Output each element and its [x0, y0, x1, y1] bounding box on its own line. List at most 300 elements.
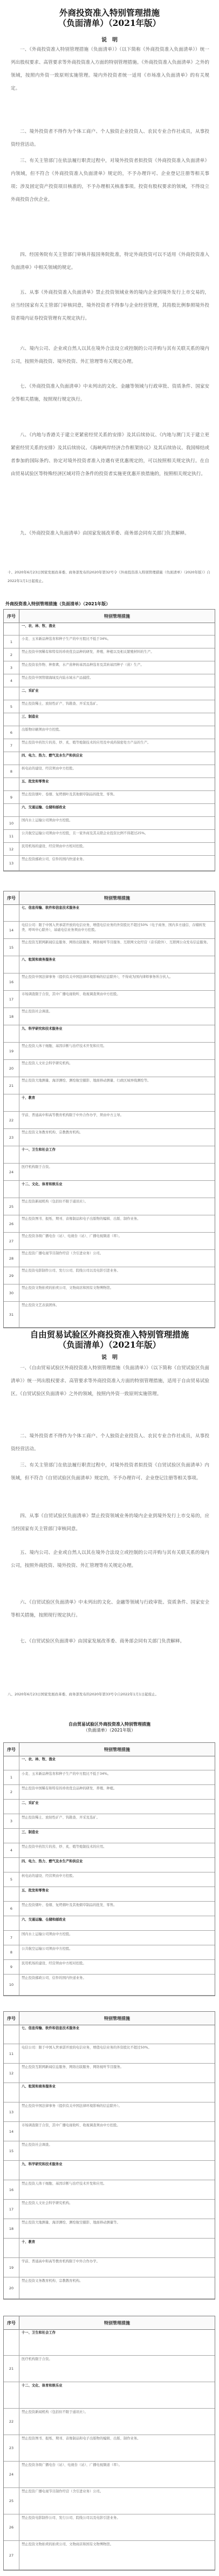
table-section-row — [4, 778, 215, 791]
measure-text: 禁止投资邮政公司、信件的国内快递业务。 — [22, 857, 86, 861]
measure-text: 禁止投资各级广播电台（站）、电视台（站）、广播电视频道（率）。 — [22, 2463, 122, 2467]
row-number: 3 — [4, 1814, 19, 1828]
row-number: 28 — [4, 1250, 19, 1267]
row-number: 14 — [4, 922, 19, 938]
row-number: 6 — [4, 726, 19, 739]
table-row — [4, 635, 215, 648]
table-row — [4, 1233, 215, 1250]
section-heading: 十二、文化、体育和娱乐业 — [22, 1182, 63, 1186]
row-number: 25 — [4, 1198, 19, 1215]
table-row — [4, 1008, 215, 1025]
row-number — [4, 2161, 19, 2180]
table-header-no: 序号 — [4, 610, 19, 623]
section-heading: 十二、文化、体育和娱乐业 — [22, 2384, 63, 2388]
table-row — [4, 1931, 215, 1945]
table-row — [4, 991, 215, 1008]
row-number: 13 — [4, 2102, 19, 2121]
row-number: 13 — [4, 856, 19, 870]
note-paragraph: 二、境外投资者不得作为个体工商户、个人独资企业投资人、农民专业合作社成员，从事投资经营活动。 — [11, 1434, 209, 1452]
row-number: 21 — [4, 2356, 19, 2382]
table-row — [4, 2200, 215, 2219]
row-number — [4, 2239, 19, 2257]
measure-text: 禁止投资图书、报纸、期刊、音像制品和电子出版物的编辑、出版、制作业务。 — [22, 2437, 141, 2440]
measure-text: 市场调查限于合资，其中广播电视收听、收视调查须由中方控股。 — [22, 2124, 120, 2127]
row-number — [4, 1800, 19, 1814]
section-heading: 十一、卫生和社会工作 — [22, 2331, 56, 2335]
table-header — [4, 2012, 215, 2025]
measure-text: 禁止投资社会调查。 — [22, 1010, 52, 1013]
measure-text: 禁止投资人文社会科学研究机构。 — [22, 1061, 73, 1065]
table-row — [4, 739, 215, 752]
row-number — [4, 1146, 19, 1163]
measure-text: 民用机场的建设、经营须由中方相对控股。 — [22, 1962, 86, 1965]
row-number: 2 — [4, 648, 19, 661]
table-section-row — [4, 1800, 215, 1814]
table-header-measure: 特别管理措施 — [104, 895, 130, 901]
measure-text: 禁止投资各级广播电台（站）、电视台（站）、广播电视频道（率）。 — [22, 1234, 122, 1238]
section-heading: 十、教育 — [22, 2240, 36, 2244]
measure-text: 禁止投资中国稀有和特有的珍贵优良品种的研发、养殖、种植以及相关繁殖材料的生产。 — [22, 650, 154, 654]
row-number: 23 — [4, 1129, 19, 1146]
measure-text: 禁止投资农作物、种畜禽、水产苗种转基因品种选育及其转基因种子（苗）生产。 — [22, 663, 144, 667]
row-number: 8 — [4, 765, 19, 777]
table-row — [4, 1843, 215, 1858]
table-row — [4, 1112, 215, 1129]
table-row — [4, 2356, 215, 2382]
table-row — [4, 1960, 215, 1975]
row-number: 26 — [4, 2514, 19, 2540]
measure-text: 禁止投资烟叶、卷烟、复烤烟叶及其他烟草制品的批发、零售。 — [22, 1903, 117, 1907]
note-paragraph: 五、境内公司、企业或自然人以其在境外合法设立或控制的公司并购与其有关联关系的境内公司，按照外商投资、境外投资、外汇管理等有关规定办理。 — [11, 1550, 209, 1568]
row-number: 11 — [4, 830, 19, 842]
table-row — [4, 1060, 215, 1077]
table-row — [4, 2219, 215, 2239]
section-heading: 三、制造业 — [22, 1830, 39, 1834]
table-section-row — [4, 2239, 215, 2258]
row-number — [4, 956, 19, 973]
doc2-measures-table-part3 — [3, 2316, 215, 2571]
row-number: 1 — [4, 1770, 19, 1784]
row-number: 1 — [4, 635, 19, 648]
measure-text: 电信公司：限于中国入世承诺开放的电信业务，增值电信业务的外资股比不超过50%。 — [22, 2046, 152, 2050]
section-heading: 一、农、林、牧、渔业 — [22, 624, 56, 628]
row-number — [4, 2329, 19, 2355]
table-section-row — [4, 904, 215, 922]
table-body — [4, 623, 215, 871]
table-section-row — [4, 623, 215, 635]
row-number: 7 — [4, 739, 19, 752]
table-row — [4, 1302, 215, 1328]
row-number — [4, 752, 19, 765]
measure-text: 禁止投资图书、报纸、期刊、音像制品和电子出版物的编辑、出版、制作业务。 — [22, 1217, 141, 1221]
table-row — [4, 1945, 215, 1960]
measure-text: 禁止投资义务教育机构、宗教教育机构。 — [22, 2279, 83, 2283]
row-number: 15 — [4, 939, 19, 956]
table-row — [4, 2409, 215, 2435]
measure-text: 电信公司：限于中国入世承诺开放的电信业务，增值电信业务的外资股比不超过50%（电子商务、国内多方通信、存储转发类、呼叫中心除外），基础电信业务须由中方控股。 — [22, 923, 206, 932]
row-number — [4, 1756, 19, 1770]
table-row — [4, 2541, 215, 2570]
table-section-row — [4, 1025, 215, 1043]
row-number: 9 — [4, 791, 19, 803]
table-row — [4, 1872, 215, 1887]
table-section-row — [4, 2329, 215, 2356]
measure-text: 禁止投资文物拍卖的拍卖公司、文物商店和国有文物博物馆。 — [22, 2543, 114, 2546]
measure-text: 公共航空运输公司须由中方控股。 — [22, 1947, 73, 1951]
row-number: 29 — [4, 1267, 19, 1284]
measure-text: 禁止投资文艺表演团体。 — [22, 1303, 59, 1307]
table-section-row — [4, 1094, 215, 1112]
table-header-measure: 特别管理措施 — [104, 2320, 130, 2325]
table-header-no: 序号 — [4, 2012, 19, 2025]
section-heading: 七、信息传输、软件和信息技术服务业 — [22, 906, 80, 910]
measure-text: 禁止投资中国法律事务（提供有关中国法律环境影响的信息除外），不得成为国内律师事务所合伙人。 — [22, 975, 173, 979]
table-body — [4, 1756, 215, 1996]
note-paragraph: 七、《外商投资准入负面清单》中未列出的文化、金融等领域与行政审批、资质条件、国家安全等相关措施，按照现行规定执行。 — [11, 384, 209, 402]
note-paragraph: 五、从事《外商投资准入负面清单》禁止投资领域业务的境内企业到境外发行上市交易的，应当经国家有关主管部门审核同意，境外投资者不得参与企业经营管理，其持股比例参照境外投资者境内证券投资管理有关规定执行。 — [11, 290, 209, 321]
measure-text: 民用机场的建设、经营须由中方相对控股。 — [22, 844, 86, 848]
measure-text: 禁止投资稀土、放射性矿产、钨勘查、开采及选矿。 — [22, 1816, 100, 1820]
table-section-row — [4, 1756, 215, 1770]
doc1-notes-heading: 说 明 — [101, 37, 118, 43]
table-row — [4, 648, 215, 661]
measure-text: 公共航空运输公司须由中方控股，且一家外商及其关联企业投资比例不得超过25%。 — [22, 831, 148, 835]
section-heading: 二、采矿业 — [22, 689, 39, 693]
measure-text: 禁止投资中国稀有和特有的珍贵优良品种的研发、养殖、种植。 — [22, 1787, 117, 1790]
measure-text: 国内水上运输公司须由中方控股。 — [22, 1932, 73, 1936]
section-heading: 八、租赁和商务服务业 — [22, 958, 56, 962]
doc2-table-caption — [0, 1721, 219, 1733]
row-number: 31 — [4, 1302, 19, 1327]
row-number: 27 — [4, 2541, 19, 2570]
doc1-table-caption: 外商投资准入特别管理措施（负面清单）（2021年版） — [5, 601, 111, 606]
section-heading: 八、租赁和商务服务业 — [22, 2085, 56, 2088]
measure-text: 国内水上运输公司须由中方控股。 — [22, 819, 73, 822]
table-section-row — [4, 1858, 215, 1872]
row-number: 24 — [4, 2462, 19, 2487]
doc2-measures-table-part2 — [3, 2011, 215, 2300]
table-header-no: 序号 — [4, 2316, 19, 2329]
table-header — [4, 891, 215, 905]
table-row — [4, 973, 215, 991]
table-header-measure: 特别管理措施 — [104, 613, 130, 619]
row-number: 11 — [4, 2044, 19, 2063]
table-section-row — [4, 1829, 215, 1843]
table-section-row — [4, 752, 215, 765]
measure-text: 禁止投资广播电视节目制作经营（含引进业务）公司。 — [22, 1252, 104, 1255]
measure-text: 禁止投资广播电视节目制作经营（含引进业务）公司。 — [22, 2490, 104, 2493]
row-number — [4, 1887, 19, 1901]
row-number: 5 — [4, 700, 19, 713]
table-row — [4, 856, 215, 871]
table-row — [4, 922, 215, 939]
table-row — [4, 2122, 215, 2141]
doc2-notes-heading: 说 明 — [101, 1355, 118, 1361]
table-row — [4, 661, 215, 674]
row-number — [4, 713, 19, 726]
table-section-row — [4, 2161, 215, 2180]
table-row — [4, 2258, 215, 2277]
table-row — [4, 1077, 215, 1094]
table-section-row — [4, 956, 215, 973]
doc1-measures-table-part2 — [3, 891, 215, 1328]
table-header-measure: 特别管理措施 — [104, 1747, 130, 1752]
row-number: 7 — [4, 1931, 19, 1945]
table-row — [4, 1043, 215, 1060]
table-body — [4, 2025, 215, 2299]
table-row — [4, 1975, 215, 1996]
row-number — [4, 2083, 19, 2102]
doc2-title-line2: （负面清单）（2021年版） — [58, 1340, 161, 1350]
table-row — [4, 939, 215, 956]
row-number — [4, 1181, 19, 1198]
row-number: 18 — [4, 2219, 19, 2238]
table-row — [4, 2488, 215, 2514]
table-row — [4, 817, 215, 830]
measure-text: 禁止投资人体干细胞、基因诊断与治疗技术开发和应用。 — [22, 1044, 107, 1048]
note-paragraph: 一、《外商投资准入特别管理措施（负面清单）》（以下简称《外商投资准入负面清单》）统一列出股权要求、高管要求等外商投资准入方面的特别管理措施。《外商投资准入负面清单》之外的领域，按照内外资一致原则实施管理。境内外投资者统一适用《市场准入负面清单》的有关规定。 — [11, 47, 209, 91]
row-number — [4, 687, 19, 700]
row-number — [4, 1858, 19, 1872]
table-header — [4, 1743, 215, 1756]
table-body — [4, 904, 215, 1328]
measure-text: 禁止投资文物拍卖的拍卖公司、文物商店和国有文物博物馆。 — [22, 1286, 114, 1290]
measure-text: 禁止投资电影制作公司、发行公司、院线公司以及电影引进业务。 — [22, 2516, 120, 2520]
measure-text: 核电站的建设、经营须由中方控股。 — [22, 767, 76, 770]
table-body — [4, 2329, 215, 2570]
note-paragraph: 一、《自由贸易试验区外商投资准入特别管理措施（负面清单）》（以下简称《自贸试验区负面清单》）统一列出股权要求、高管要求等外商投资准入方面的特别管理措施，适用于自由贸易试验区。《自贸试验区负面清单》之外的领域，按照内外资一致原则实施管理。 — [11, 1365, 209, 1397]
measure-text: 禁止投资大地测量、海洋测绘、测绘航空摄影、地面移动测量等。 — [22, 2221, 120, 2225]
row-number — [4, 904, 19, 921]
measure-text: 禁止投资新闻机构（包括但不限于通讯社）。 — [22, 1200, 88, 1204]
table-row — [4, 2141, 215, 2161]
table-row — [4, 2180, 215, 2200]
section-heading: 二、采矿业 — [22, 1801, 39, 1805]
row-number: 24 — [4, 1164, 19, 1180]
measure-text: 禁止投资中药饮片的蒸、炒、炙、煅等炮制技术的应用及中成药保密处方产品的生产。 — [22, 741, 151, 745]
table-section-row — [4, 2382, 215, 2409]
table-row — [4, 1250, 215, 1267]
measure-text: 学前、普通高中和高等教育机构限于中外合作办学，须由中方主导。 — [22, 1113, 124, 1117]
note-paragraph: 八、《内地与香港关于建立更紧密经贸关系的安排》及其后续协议、《内地与澳门关于建立更紧密经贸关系的安排》及其后续协议、《海峡两岸经济合作框架协议》及其后续协议、我国缔结或者参加的国际条约、协定对境外投资者准入待遇有更优惠规定的，可以按照相关规定执行。在自由贸易试验区等特殊经济区域对符合条件的投资者实施更优惠开放措施的，按照相关规定执行。 — [11, 432, 209, 477]
row-number: 21 — [4, 1077, 19, 1094]
measure-text: 医疗机构限于合资。 — [22, 1165, 52, 1169]
section-heading: 十、教育 — [22, 1096, 36, 1100]
measure-text: 学前、普通高中和高等教育机构限于中外合作办学。 — [22, 2260, 100, 2263]
doc2-title-line1: 自由贸易试验区外商投资准入特别管理措施 — [30, 1329, 189, 1340]
table-section-row — [4, 1887, 215, 1902]
row-number: 18 — [4, 1008, 19, 1025]
table-row — [4, 1814, 215, 1829]
row-number: 16 — [4, 973, 19, 990]
row-number: 2 — [4, 1785, 19, 1799]
row-number: 6 — [4, 1902, 19, 1916]
table-row — [4, 1267, 215, 1284]
row-number — [4, 1025, 19, 1042]
section-heading: 四、电力、热力、燃气及水生产和供应业 — [22, 1860, 83, 1863]
row-number: 22 — [4, 2409, 19, 2435]
section-heading: 四、电力、热力、燃气及水生产和供应业 — [22, 754, 83, 758]
measure-text: 小麦、玉米新品种选育和种子生产的中方股比不低于34%。 — [22, 1772, 111, 1776]
table-section-row — [4, 1916, 215, 1931]
row-number: 4 — [4, 674, 19, 687]
table-header — [4, 610, 215, 623]
table-section-row — [4, 1146, 215, 1164]
table-row — [4, 726, 215, 739]
table-row — [4, 2044, 215, 2064]
note-paragraph: 四、从事《自贸试验区负面清单》禁止投资领域业务的境内企业到境外发行上市交易的，应当经国家有关主管部门审核同意。 — [11, 1513, 209, 1532]
note-paragraph: 三、有关主管部门在依法履行职责过程中，对境外投资者拟投资《自贸试验区负面清单》内领域，但不符合《自贸试验区负面清单》规定的，不予办理许可、企业登记注册等相关事项。 — [11, 1463, 209, 1481]
doc1-measures-table-part1 — [3, 609, 215, 871]
row-number: 12 — [4, 843, 19, 855]
table-row — [4, 843, 215, 856]
row-number: 8 — [4, 1945, 19, 1959]
measure-text: 禁止投资社会调查。 — [22, 2143, 52, 2147]
row-number — [4, 2382, 19, 2408]
table-row — [4, 2514, 215, 2541]
table-row — [4, 1198, 215, 1215]
section-heading: 十一、卫生和社会工作 — [22, 1148, 56, 1152]
row-number: 30 — [4, 1284, 19, 1301]
note-paragraph: 四、经国务院有关主管部门审核并报国务院批准，特定外商投资可以不适用《外商投资准入负面清单》中相关领域的规定。 — [11, 252, 209, 271]
section-heading: 六、交通运输、仓储和邮政业 — [22, 806, 66, 809]
row-number: 27 — [4, 1233, 19, 1249]
table-row — [4, 2462, 215, 2488]
doc1-title-line2: （负面清单）（2021年版） — [58, 18, 161, 28]
section-heading: 五、批发和零售业 — [22, 780, 49, 783]
table-row — [4, 1284, 215, 1302]
doc1-title — [0, 8, 219, 28]
measure-text: 核电站的建设、经营须由中方控股。 — [22, 1874, 76, 1878]
table-header-no: 序号 — [4, 891, 19, 904]
table-section-row — [4, 804, 215, 817]
note-paragraph: 六、境内公司、企业或自然人以其在境外合法设立或控制的公司并购与其有关联关系的境内公司，按照外商投资、境外投资、外汇管理等有关规定办理。 — [11, 346, 209, 364]
note-paragraph: 三、有关主管部门在依法履行职责过程中，对境外投资者拟投资《外商投资准入负面清单》内领域，但不符合《外商投资准入负面清单》规定的，不予办理许可、企业登记注册等相关事项；涉及固定资产投资项目核准的，不予办理相关核准事项。投资有股权要求的领域，不得设立外商投资合伙企业。 — [11, 158, 209, 202]
measure-text: 出版物印刷须由中方控股。 — [22, 728, 63, 732]
measure-text: 禁止投资互联网新闻信息服务、网络出版服务、网络视听节目服务、互联网文化经营（音乐除外）、互联网公众发布信息服务。 — [22, 941, 210, 944]
table-row — [4, 1164, 215, 1181]
measure-text: 禁止投资中国法律事务（提供有关中国法律环境影响的信息除外）。 — [22, 2104, 122, 2108]
measure-text: 禁止投资中国管辖海域及内陆水域水产品捕捞。 — [22, 676, 93, 680]
row-number: 3 — [4, 661, 19, 674]
table-row — [4, 2277, 215, 2299]
table-row — [4, 1129, 215, 1146]
section-heading: 一、农、林、牧、渔业 — [22, 1757, 56, 1761]
row-number — [4, 804, 19, 816]
table-section-row — [4, 713, 215, 726]
measure-text: 禁止投资义务教育机构、宗教教育机构。 — [22, 1131, 83, 1134]
measure-text: 小麦、玉米新品种选育和种子生产的中方股比不低于34%。 — [22, 637, 111, 641]
row-number — [4, 1916, 19, 1930]
row-number — [4, 1094, 19, 1111]
row-number: 4 — [4, 1843, 19, 1857]
table-row — [4, 700, 215, 713]
row-number: 9 — [4, 1960, 19, 1974]
section-heading: 九、科学研究和技术服务业 — [22, 2162, 63, 2166]
row-number — [4, 2025, 19, 2044]
row-number: 10 — [4, 1975, 19, 1995]
doc2-table-caption-line1: 自由贸易试验区外商投资准入特别管理措施 — [69, 1722, 150, 1727]
table-section-row — [4, 1181, 215, 1198]
row-number: 25 — [4, 2488, 19, 2514]
row-number — [4, 778, 19, 790]
table-section-row — [4, 2083, 215, 2102]
measure-text: 市场调查限于合资，其中广播电视收听、收视调查须由中方控股。 — [22, 992, 120, 996]
section-heading: 三、制造业 — [22, 715, 39, 719]
doc2-title — [0, 1329, 219, 1350]
measure-text: 禁止投资新闻机构（包括但不限于通讯社）。 — [22, 2410, 88, 2414]
row-number — [4, 623, 19, 635]
section-heading: 七、信息传输、软件和信息技术服务业 — [22, 2026, 80, 2030]
table-row — [4, 1215, 215, 1233]
measure-text: 禁止投资中药饮片的蒸、炒、炙、煅等炮制技术的应用。 — [22, 1845, 107, 1849]
table-section-row — [4, 687, 215, 700]
note-paragraph: 二、境外投资者不得作为个体工商户、个人独资企业投资人、农民专业合作社成员，从事投资经营活动。 — [11, 129, 209, 147]
measure-text: 禁止投资稀土、放射性矿产、钨勘查、开采及选矿。 — [22, 702, 100, 706]
measure-text: 禁止投资烟叶、卷烟、复烤烟叶及其他烟草制品的批发、零售。 — [22, 793, 117, 796]
measure-text: 医疗机构限于合资。 — [22, 2357, 52, 2361]
table-row — [4, 791, 215, 804]
section-heading: 六、交通运输、仓储和邮政业 — [22, 1918, 66, 1922]
measure-text: 禁止投资人体干细胞、基因诊断与治疗技术开发和应用。 — [22, 2182, 107, 2186]
row-number: 15 — [4, 2141, 19, 2160]
table-header — [4, 2316, 215, 2330]
table-row — [4, 2102, 215, 2122]
row-number: 14 — [4, 2122, 19, 2141]
row-number: 26 — [4, 1215, 19, 1232]
row-number: 12 — [4, 2064, 19, 2083]
doc2-footnote: 八、2020年6月23日国家发展改革委、商务部发布的2020年第33号令自2022年1月1日起废止。 — [8, 1692, 159, 1696]
section-heading: 五、批发和零售业 — [22, 1889, 49, 1892]
doc1-title-line1: 外商投资准入特别管理措施 — [59, 8, 160, 18]
row-number: 20 — [4, 2277, 19, 2298]
table-section-row — [4, 2025, 215, 2044]
row-number: 10 — [4, 817, 19, 829]
doc2-measures-table-part1 — [3, 1742, 215, 1996]
measure-text: 禁止投资互联网新闻信息服务、网络出版服务、网络视听节目服务。 — [22, 2065, 124, 2069]
measure-text: 禁止投资电影制作公司、发行公司、院线公司以及电影引进业务。 — [22, 1269, 120, 1273]
measure-text: 禁止投资大地测量、海洋测绘、测绘航空摄影、地面移动测量、行政区域界线测绘等。 — [22, 1079, 151, 1083]
table-row — [4, 830, 215, 843]
row-number: 16 — [4, 2180, 19, 2199]
section-heading: 九、科学研究和技术服务业 — [22, 1027, 63, 1031]
row-number: 19 — [4, 2258, 19, 2277]
table-header-measure: 特别管理措施 — [104, 2016, 130, 2021]
row-number: 20 — [4, 1060, 19, 1077]
doc1-footnote: 十、2020年6月23日国家发展改革委、商务部发布的2020年第32号令《外商投资准入特别管理措施（负面清单）（2020年版）》自2022年1月1日起废止。 — [8, 570, 210, 583]
table-header-no: 序号 — [4, 1743, 19, 1756]
measure-text: 禁止投资邮政公司、信件的国内快递业务。 — [22, 1976, 86, 1980]
note-paragraph: 七、《自贸试验区负面清单》由国家发展改革委、商务部会同有关部门负责解释。 — [20, 1639, 185, 1644]
row-number — [4, 1829, 19, 1843]
note-paragraph: 六、《自贸试验区负面清单》中未列出的文化、金融等领域与行政审批、资质条件、国家安全等相关措施，按照现行规定执行。 — [11, 1600, 209, 1618]
row-number: 17 — [4, 2200, 19, 2219]
table-row — [4, 2435, 215, 2462]
table-row — [4, 2064, 215, 2083]
row-number: 5 — [4, 1872, 19, 1887]
row-number: 23 — [4, 2435, 19, 2461]
table-row — [4, 1770, 215, 1785]
table-row — [4, 1785, 215, 1800]
measure-text: 禁止投资人文社会科学研究机构。 — [22, 2201, 73, 2205]
doc2-table-caption-line2: （负面清单）（2021年版） — [83, 1728, 136, 1733]
table-row — [4, 765, 215, 778]
row-number: 17 — [4, 991, 19, 1008]
note-paragraph: 九、《外商投资准入负面清单》由国家发展改革委、商务部会同有关部门负责解释。 — [20, 531, 189, 536]
table-row — [4, 674, 215, 687]
table-row — [4, 1902, 215, 1916]
row-number: 19 — [4, 1043, 19, 1059]
